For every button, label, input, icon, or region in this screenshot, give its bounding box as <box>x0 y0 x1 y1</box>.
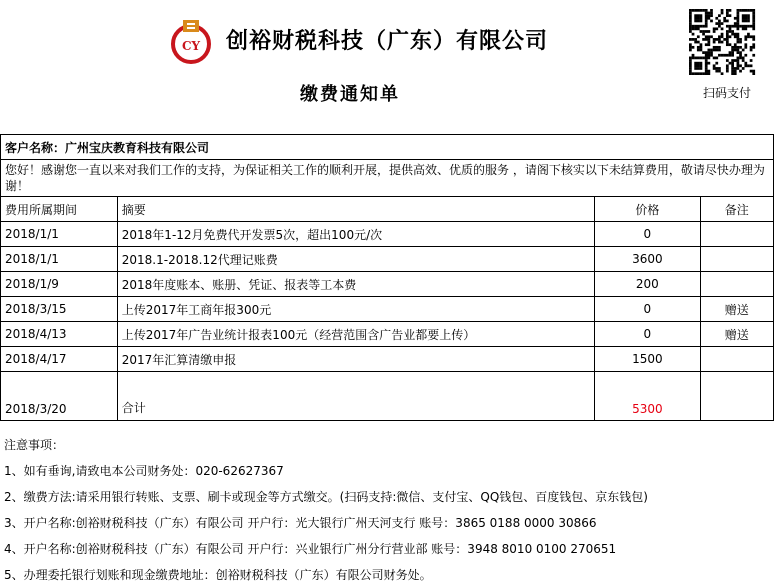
total-period: 2018/3/20 <box>1 372 118 421</box>
row-price: 0 <box>595 297 700 322</box>
company-name: 创裕财税科技（广东）有限公司 <box>226 29 549 54</box>
row-price: 0 <box>595 222 700 247</box>
row-note <box>700 272 773 297</box>
header-summary: 摘要 <box>117 197 594 222</box>
note-item: 4、开户名称:创裕财税科技（广东）有限公司 开户行：兴业银行广州分行营业部 账号：3948 8010 0100 270651 <box>4 542 617 556</box>
notes-title: 注意事项： <box>4 438 65 452</box>
row-note: 赠送 <box>700 297 773 322</box>
billing-table <box>0 134 774 421</box>
total-note <box>700 372 773 421</box>
row-price: 3600 <box>595 247 700 272</box>
row-note <box>700 347 773 372</box>
total-row <box>1 372 774 421</box>
note-item: 5、办理委托银行划账和现金缴费地址：创裕财税科技（广东）有限公司财务处。 <box>4 568 432 582</box>
row-period: 2018/3/15 <box>1 297 118 322</box>
table-row <box>1 247 774 272</box>
logo-text: CY <box>181 39 201 53</box>
row-note <box>700 247 773 272</box>
total-label: 合计 <box>117 372 594 421</box>
row-note <box>700 222 773 247</box>
row-summary: 2018.1-2018.12代理记账费 <box>117 247 594 272</box>
row-period: 2018/1/1 <box>1 247 118 272</box>
greeting-text: 您好！感谢您一直以来对我们工作的支持，为保证相关工作的顺利开展，提供高效、优质的服务 ，请阁下核实以下未结算费用，敬请尽快办理为谢！ <box>1 160 774 197</box>
header-period: 费用所属期间 <box>1 197 118 222</box>
document-header <box>0 0 775 130</box>
row-period: 2018/4/17 <box>1 347 118 372</box>
row-note: 赠送 <box>700 322 773 347</box>
table-row <box>1 272 774 297</box>
header-price: 价格 <box>595 197 700 222</box>
document-title: 缴费通知单 <box>300 84 400 105</box>
note-item: 1、如有垂询,请致电本公司财务处：020-62627367 <box>4 464 284 478</box>
row-summary: 上传2017年工商年报300元 <box>117 297 594 322</box>
row-period: 2018/1/9 <box>1 272 118 297</box>
customer-label: 客户名称： <box>5 140 66 155</box>
customer-name: 广州宝庆教育科技有限公司 <box>65 140 210 155</box>
row-summary: 2017年汇算清缴申报 <box>117 347 594 372</box>
table-row <box>1 297 774 322</box>
note-item: 2、缴费方法:请采用银行转账、支票、刷卡或现金等方式缴交。(扫码支持:微信、支付宝、QQ钱包、百度钱包、京东钱包) <box>4 490 648 504</box>
row-summary: 2018年度账本、账册、凭证、报表等工本费 <box>117 272 594 297</box>
row-summary: 2018年1-12月免费代开发票5次，超出100元/次 <box>117 222 594 247</box>
greeting-row <box>1 160 774 197</box>
table-header-row <box>1 197 774 222</box>
table-row <box>1 322 774 347</box>
qr-pay-label: 扫码支付 <box>703 86 752 100</box>
header-note: 备注 <box>700 197 773 222</box>
total-price: 5300 <box>595 372 700 421</box>
table-row <box>1 222 774 247</box>
notes-section <box>0 431 774 586</box>
cy-logo-icon <box>168 18 214 64</box>
row-period: 2018/1/1 <box>1 222 118 247</box>
row-price: 1500 <box>595 347 700 372</box>
row-price: 0 <box>595 322 700 347</box>
customer-cell <box>1 135 774 160</box>
note-item: 3、开户名称:创裕财税科技（广东）有限公司 开户行：光大银行广州天河支行 账号：3865 0188 0000 30866 <box>4 516 597 530</box>
table-row <box>1 347 774 372</box>
customer-row <box>1 135 774 160</box>
row-period: 2018/4/13 <box>1 322 118 347</box>
row-summary: 上传2017年广告业统计报表100元（经营范围含广告业都要上传） <box>117 322 594 347</box>
qr-code-icon[interactable] <box>681 9 763 75</box>
row-price: 200 <box>595 272 700 297</box>
